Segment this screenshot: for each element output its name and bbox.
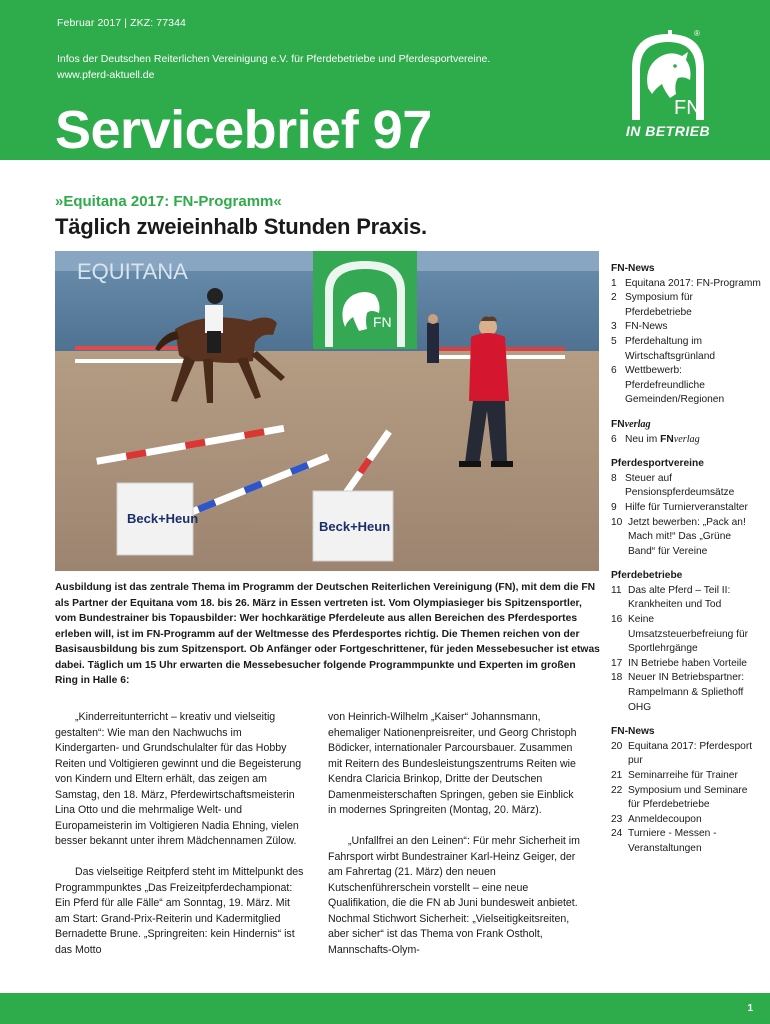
publisher-info [57, 51, 490, 83]
toc-section-list [611, 472, 761, 560]
toc-item[interactable] [611, 364, 761, 408]
svg-text:Beck+Heun: Beck+Heun [319, 519, 391, 534]
toc-item[interactable] [611, 291, 761, 320]
toc-item-number: 2 [611, 292, 617, 304]
toc-section-title: FNverlag [611, 418, 651, 430]
toc-section-title: Pferdesportvereine [611, 458, 704, 470]
toc-item[interactable] [611, 784, 761, 813]
equitana-banner-text: EQUITANA [77, 259, 188, 284]
toc-item-text: IN Betriebe haben Vorteile [628, 657, 747, 669]
toc-item-text: Equitana 2017: FN-Programm [625, 277, 761, 289]
toc-item-number: 1 [611, 277, 617, 289]
toc-item[interactable] [611, 740, 761, 769]
toc-item[interactable] [611, 501, 761, 516]
toc-item-text: Keine Umsatzsteuerbefreiung für Sportlehrgänge [628, 614, 749, 655]
toc-section-title: FN-News [611, 726, 655, 738]
toc-item-text: Das alte Pferd – Teil II: Krankheiten und Tod [628, 584, 731, 611]
toc-item-text: Neuer IN Betriebspartner: Rampelmann & Spliethoff OHG [628, 672, 745, 713]
toc-item[interactable] [611, 335, 761, 364]
toc-section-list [611, 740, 761, 857]
toc-item-number: 10 [611, 516, 623, 528]
equitana-arena-photo [55, 251, 599, 571]
toc-item-text: Neu im [625, 433, 658, 445]
toc-item-number: 20 [611, 740, 623, 752]
toc-item-text: Seminarreihe für Trainer [628, 770, 738, 781]
toc-item-number: 18 [611, 672, 623, 684]
toc-item-text: Symposium für Pferdebetriebe [625, 292, 693, 318]
toc-item-number: 3 [611, 321, 617, 333]
toc-item-text: Equitana 2017: Pferdesport pur [628, 740, 753, 767]
toc-item-number: 21 [611, 770, 623, 781]
toc-item-number: 8 [611, 472, 617, 484]
toc-item-number: 24 [611, 828, 623, 840]
body-paragraph: „Unfallfrei an den Leinen“: Für mehr Sicherheit im Fahrsport wirbt Bundestrainer Karl-Heinz Geiger, der am Fahrertag (21. März) den neuen Kutschenführerschein vorstellt – eine neue Qualifikation, die die FN ab Juni bundesweit anbietet. Nochmal Stichwort Sicherheit: „Vielseitigkeitsreiten, aber sicher“ ist das Thema von Frank Ostholt, Mannschafts-Olym- [328, 835, 580, 956]
fn-in-betrieb-logo [618, 28, 718, 144]
article-kicker: »Equitana 2017: FN-Programm« [55, 193, 282, 210]
article-lead: Ausbildung ist das zentrale Thema im Programm der Deutschen Reiterlichen Vereinigung (FN), mit dem die FN als Partner der Equitana vom 18. bis 26. März in Essen vertreten ist. Vom Olympiasieger bis Spitzensportler, vom Bundestrainer bis Topausbilder: Wer hochkarätige Pferdeleute aus allen Bereichen des Pferdesportes erleben will, ist im FN-Programm auf der Weltmesse des Pferdesportes richtig. Die Themen reichen von der Basisausbildung bis zum Spitzensport. Ob Anfänger oder Fortgeschrittener, für jeden Messebesucher ist etwas dabei. Täglich um 15 Uhr erwarten die Messebesucher folgende Programmpunkte und Experten im großen Ring in Halle 6: [55, 582, 600, 686]
page-number: 1 [747, 1003, 753, 1014]
svg-text:®: ® [694, 29, 700, 38]
toc-item-text: FN-News [625, 321, 668, 333]
svg-text:FN: FN [373, 314, 392, 330]
footer-bar [0, 993, 770, 1024]
toc-item-text: Pferdehaltung im Wirtschaftsgrünland [625, 335, 716, 362]
toc-item-number: 9 [611, 501, 617, 513]
toc-item[interactable] [611, 827, 761, 856]
toc-item-number: 11 [611, 584, 622, 596]
toc-item-number: 16 [611, 614, 623, 626]
body-paragraph: „Kinderreitunterricht – kreativ und vielseitig gestalten“: Wie man den Nachwuchs im Kindergarten- und Grundschulalter für das Hobby Reiten und Voltigieren gewinnt und die Begeisterung von Kindern und Eltern erhält, das zeigen am Samstag, den 18. März, Pferdewirtschaftsmeisterin Lina Otto und die mehrmalige Welt- und Europameisterin im Voltigieren Nadia Ehning, vielen besser bekannt unter ihrem Mädchennamen Zülow. [55, 711, 302, 847]
body-column-right [328, 710, 580, 974]
table-of-contents [611, 262, 761, 857]
toc-item-text: Steuer auf Pensionspferdeumsätze [625, 472, 735, 499]
article-headline: Täglich zweieinhalb Stunden Praxis. [55, 214, 427, 239]
body-paragraph: Das vielseitige Reitpferd steht im Mittelpunkt des Programmpunktes „Das Freizeitpferdechampionat: Ein Pferd für alle Fälle“ am Sonntag, 19. März. Mit am Start: Grand-Prix-Reiterin und Kadermitglied Bernadette Brune. „Springreiten: kein Hindernis“ ist das Motto [55, 866, 304, 956]
publication-title: Servicebrief 97 [55, 100, 432, 160]
toc-item[interactable] [611, 516, 761, 560]
body-paragraph: von Heinrich-Wilhelm „Kaiser“ Johannsmann, ehemaliger Nationenpreisreiter, und Georg Christoph Bödicker, internationaler Parcoursbauer. Zusammen mit Reitern des Bundesleistungszentrums Reiten wie Kendra Claricia Brinkop, Dritte der Deutschen Damenmeisterschaften Springen, geben sie Einblick in modernes Springreiten (Montag, 20. März). [328, 711, 577, 816]
toc-section-title: Pferdebetriebe [611, 570, 683, 582]
toc-section-list [611, 277, 761, 408]
toc-item[interactable] [611, 277, 761, 292]
toc-section-list [611, 584, 761, 715]
toc-item-text: Hilfe für Turnierveranstalter [625, 501, 748, 513]
toc-item-text: Jetzt bewerben: „Pack an! Mach mit!“ Das „Grüne Band“ für Vereine [628, 516, 746, 557]
toc-item-number: 23 [611, 813, 623, 825]
toc-item-number: 6 [611, 433, 617, 445]
toc-item[interactable] [611, 671, 761, 715]
header-banner [0, 0, 770, 160]
website-link[interactable]: www.pferd-aktuell.de [57, 69, 155, 81]
toc-item[interactable] [611, 584, 761, 613]
publisher-description: Infos der Deutschen Reiterlichen Vereinigung e.V. für Pferdebetriebe und Pferdesportvereine. [57, 53, 491, 65]
toc-item-number: 6 [611, 365, 617, 377]
toc-item[interactable]: 6 Neu im FNverlag [611, 433, 761, 448]
issue-meta: Februar 2017 | ZKZ: 77344 [57, 17, 186, 29]
riding-arena-illustration [55, 251, 599, 571]
toc-item-text: Wettbewerb: Pferdefreundliche Gemeinden/Regionen [625, 365, 725, 406]
toc-section-title: FN-News [611, 263, 655, 274]
toc-item-number: 22 [611, 784, 623, 796]
toc-item[interactable] [611, 320, 761, 335]
toc-item[interactable] [611, 657, 761, 672]
toc-item-number: 5 [611, 335, 617, 347]
toc-item-text: Anmeldecoupon [628, 813, 702, 825]
toc-item-number: 17 [611, 657, 623, 669]
svg-text:Beck+Heun: Beck+Heun [127, 511, 199, 526]
svg-text:FN: FN [674, 97, 701, 119]
toc-item[interactable] [611, 813, 761, 828]
body-column-left [55, 710, 307, 974]
toc-item[interactable] [611, 472, 761, 501]
logo-caption: IN BETRIEB [625, 123, 711, 139]
toc-item-text: Turniere - Messen - Veranstaltungen [628, 828, 717, 854]
horse-head-logo-icon [618, 28, 718, 124]
toc-item[interactable] [611, 769, 761, 784]
toc-item-text: Symposium und Seminare für Pferdebetriebe [628, 784, 748, 811]
toc-item[interactable] [611, 613, 761, 657]
